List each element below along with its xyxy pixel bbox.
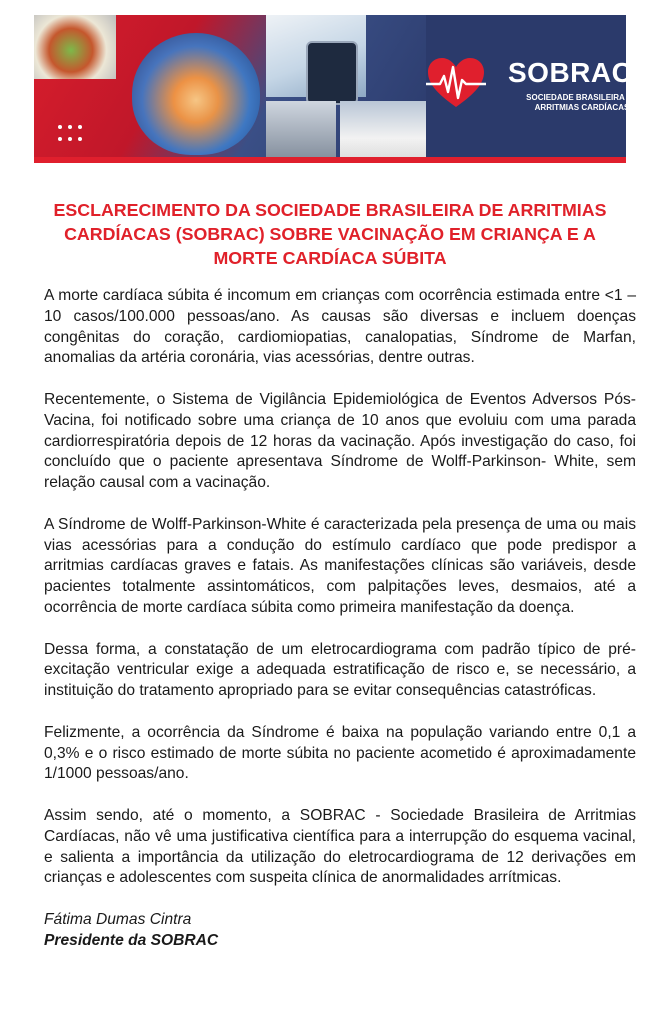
paragraph-6: Assim sendo, até o momento, a SOBRAC - Sociedade Brasileira de Arritmias Cardíacas, não vê uma justificativa científica para a interrupção do esquema vacinal, e salienta a importância da utilização do eletrocardiograma de 12 derivações em crianças e adolescentes com suspeita clínica de anormalidades arrítmicas.	[44, 806, 636, 887]
laptop-photo	[266, 101, 336, 163]
paragraph-1: A morte cardíaca súbita é incomum em crianças com ocorrência estimada entre <1 – 10 casos/100.000 pessoas/ano. As causas são diversas e incluem doenças congênitas do coração, cardiomiopatias, canalopatias, Síndrome de Marfan, anomalias da artéria coronária, vias acessórias, dentre outras.	[44, 287, 636, 367]
header-banner	[34, 15, 638, 163]
logo-subtitle-line1: SOCIEDADE BRASILEIRA DE	[526, 93, 638, 102]
document-body	[44, 286, 636, 952]
paragraph-3: A Síndrome de Wolff-Parkinson-White é caracterizada pela presença de uma ou mais vias acessórias para a condução do estímulo cardíaco que pode predispor a arritmias cardíacas graves e fatais. As manifestações clínicas são variáveis, desde pacientes totalmente assintomáticos, com palpitações leves, desmaios, até a ocorrência de morte cardíaca súbita como primeira manifestação da doença.	[44, 515, 636, 616]
logo-title: SOBRAC	[508, 57, 633, 88]
banner-collage-image	[34, 15, 426, 163]
paragraph-5: Felizmente, a ocorrência da Síndrome é baixa na população variando entre 0,1 a 0,3% e o risco estimado de morte súbita no paciente acometido é aproximadamente 1/1000 pessoas/ano.	[44, 723, 636, 783]
heart-ecg-logo-icon	[426, 57, 486, 109]
dots-decoration	[58, 125, 88, 145]
anatomical-heart-image	[132, 33, 260, 155]
signature-name: Fátima Dumas Cintra	[44, 910, 192, 928]
banner-red-stripe	[34, 157, 626, 163]
document-title: ESCLARECIMENTO DA SOCIEDADE BRASILEIRA DE ARRITMIAS CARDÍACAS (SOBRAC) SOBRE VACINAÇÃO EM CRIANÇA E A MORTE CARDÍACA SÚBITA	[53, 200, 607, 268]
logo-subtitle-line2: ARRITMIAS CARDÍACAS	[534, 103, 630, 112]
logo-subtitle	[512, 93, 652, 113]
salad-photo	[34, 15, 116, 79]
running-shoes-photo	[340, 101, 426, 163]
signature-role: Presidente da SOBRAC	[44, 931, 219, 949]
paragraph-4: Dessa forma, a constatação de um eletrocardiograma com padrão típico de pré-excitação ventricular exige a adequada estratificação de risco e, se necessário, a instituição do tratamento apropriado para se evitar consequências catastróficas.	[44, 640, 636, 700]
smartphone-photo	[306, 41, 358, 105]
paragraph-2: Recentemente, o Sistema de Vigilância Epidemiológica de Eventos Adversos Pós-Vacina, foi notificado sobre uma criança de 10 anos que evoluiu com uma parada cardiorrespiratória depois de 12 horas da vacinação. Após investigação do caso, foi concluído que o paciente apresentava Síndrome de Wolff-Parkinson- White, sem relação causal com a vacinação.	[44, 390, 636, 492]
